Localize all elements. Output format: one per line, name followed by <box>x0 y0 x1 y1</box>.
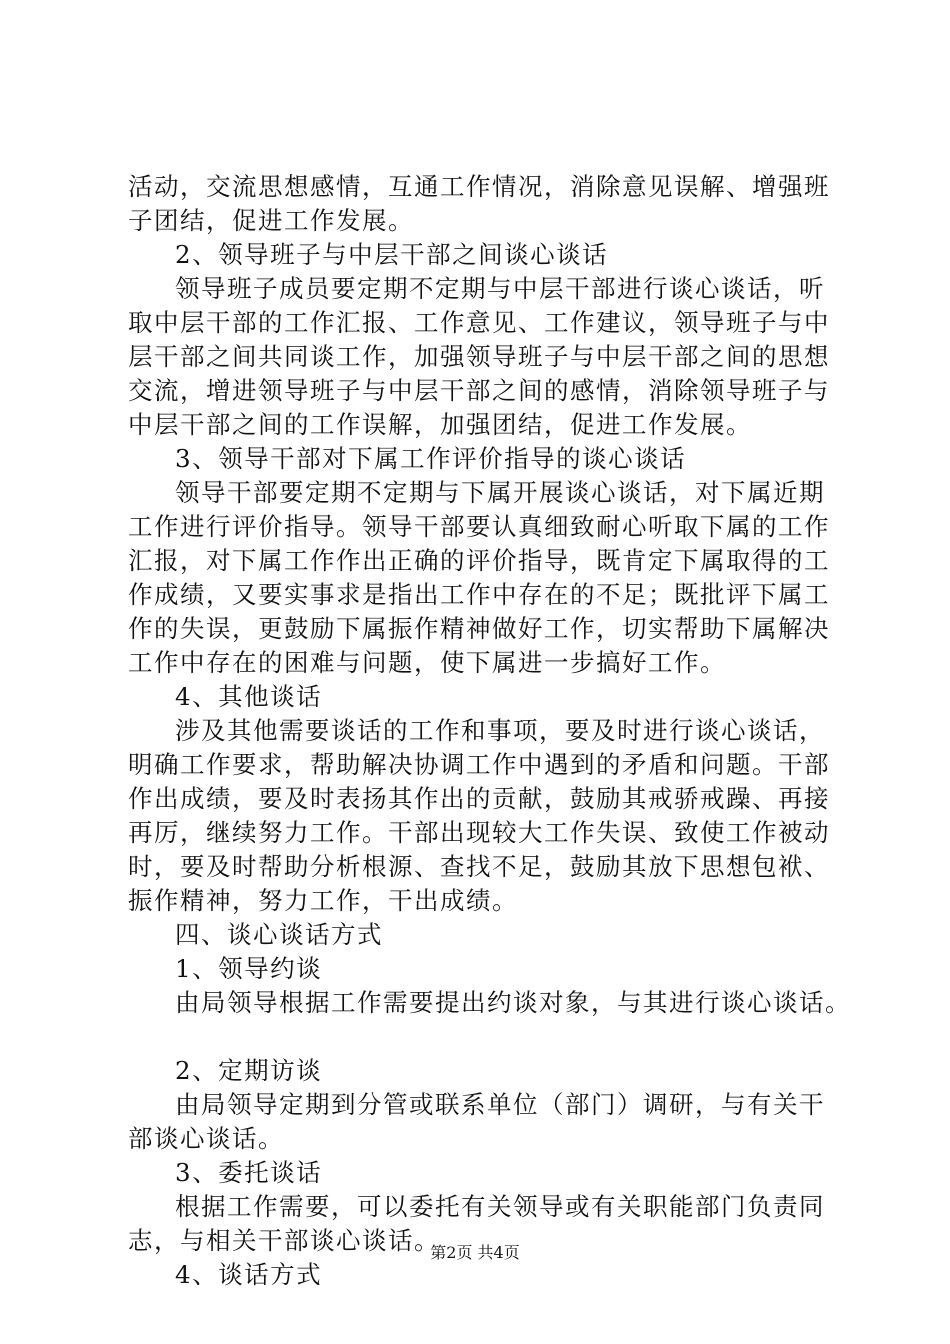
paragraph-line: 再厉，继续努力工作。干部出现较大工作失误、致使工作被动 <box>128 818 830 847</box>
paragraph-line: 根据工作需要，可以委托有关领导或有关职能部门负责同 <box>175 1192 825 1221</box>
paragraph-line: 取中层干部的工作汇报、工作意见、工作建议，领导班子与中 <box>128 308 830 337</box>
page-number-footer: 第2页 共4页 <box>430 1243 520 1262</box>
paragraph-line: 工作中存在的困难与问题，使下属进一步搞好工作。 <box>128 648 726 677</box>
paragraph-line: 由局领导根据工作需要提出约谈对象，与其进行谈心谈话。 <box>175 988 851 1017</box>
paragraph-line: 部谈心谈话。 <box>128 1124 284 1153</box>
paragraph-line: 活动，交流思想感情，互通工作情况，消除意见误解、增强班 <box>128 172 830 201</box>
paragraph-line: 子团结，促进工作发展。 <box>128 206 414 235</box>
paragraph-line: 中层干部之间的工作误解，加强团结，促进工作发展。 <box>128 410 752 439</box>
paragraph-line: 作成绩，又要实事求是指出工作中存在的不足；既批评下属工 <box>128 580 830 609</box>
paragraph-line: 汇报，对下属工作作出正确的评价指导，既肯定下属取得的工 <box>128 546 830 575</box>
section-heading: 3、委托谈话 <box>175 1158 323 1187</box>
paragraph-line: 层干部之间共同谈工作，加强领导班子与中层干部之间的思想 <box>128 342 830 371</box>
section-heading: 2、领导班子与中层干部之间谈心谈话 <box>175 240 609 269</box>
paragraph-line: 交流，增进领导班子与中层干部之间的感情，消除领导班子与 <box>128 376 830 405</box>
paragraph-line: 作出成绩，要及时表扬其作出的贡献，鼓励其戒骄戒躁、再接 <box>128 784 830 813</box>
paragraph-line: 振作精神，努力工作，干出成绩。 <box>128 886 518 915</box>
paragraph-line: 由局领导定期到分管或联系单位（部门）调研，与有关干 <box>175 1090 825 1119</box>
section-heading: 4、其他谈话 <box>175 682 323 711</box>
paragraph-line: 领导班子成员要定期不定期与中层干部进行谈心谈话，听 <box>175 274 825 303</box>
section-heading: 4、谈话方式 <box>175 1260 323 1289</box>
paragraph-line: 明确工作要求，帮助解决协调工作中遇到的矛盾和问题。干部 <box>128 750 830 779</box>
paragraph-line: 志，与相关干部谈心谈话。 <box>128 1226 440 1255</box>
paragraph-line: 涉及其他需要谈话的工作和事项，要及时进行谈心谈话， <box>175 716 825 745</box>
section-heading: 1、领导约谈 <box>175 954 323 983</box>
paragraph-line: 领导干部要定期不定期与下属开展谈心谈话，对下属近期 <box>175 478 825 507</box>
section-heading: 3、领导干部对下属工作评价指导的谈心谈话 <box>175 444 687 473</box>
section-heading: 2、定期访谈 <box>175 1056 323 1085</box>
paragraph-line: 工作进行评价指导。领导干部要认真细致耐心听取下属的工作 <box>128 512 830 541</box>
paragraph-line: 作的失误，更鼓励下属振作精神做好工作，切实帮助下属解决 <box>128 614 830 643</box>
section-heading: 四、谈心谈话方式 <box>175 920 383 949</box>
paragraph-line: 时，要及时帮助分析根源、查找不足，鼓励其放下思想包袱、 <box>128 852 830 881</box>
